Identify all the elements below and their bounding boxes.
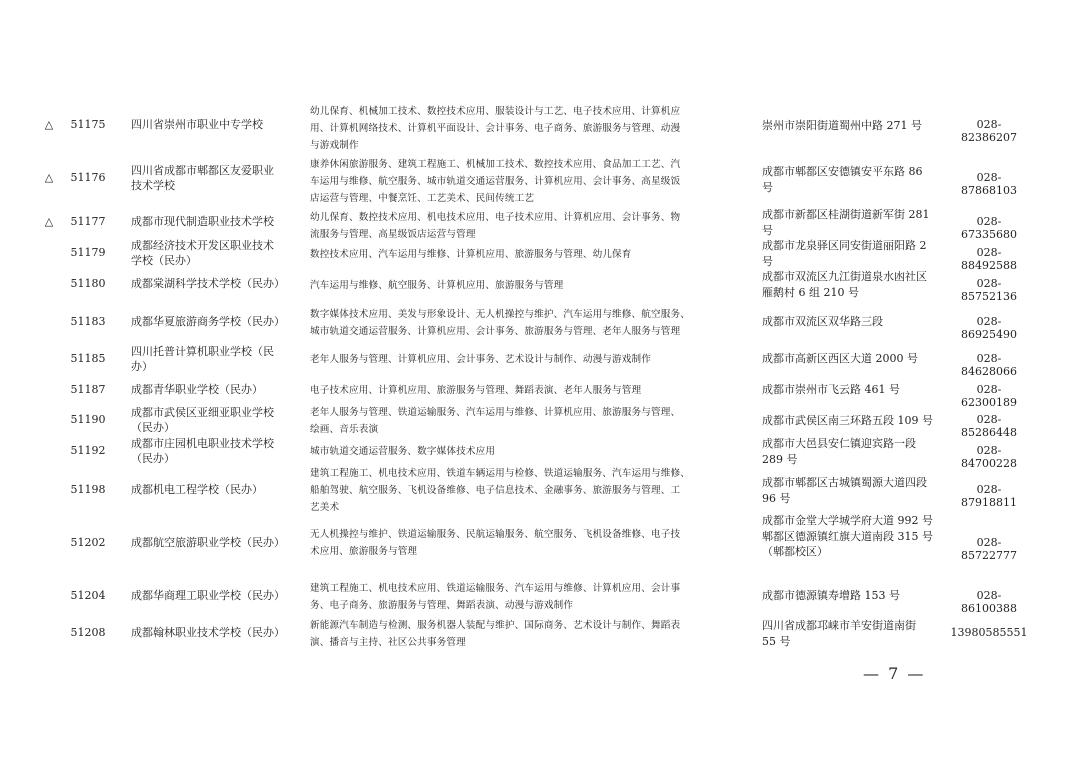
majors-line: 汽车运用与维修、航空服务、计算机应用、旅游服务与管理 bbox=[310, 280, 564, 291]
phone-number: 028-85722777 bbox=[961, 536, 1017, 562]
school-name bbox=[131, 117, 291, 133]
majors-line: 幼儿保育、数控技术应用、机电技术应用、电子技术应用、计算机应用、会计事务、物 bbox=[310, 212, 681, 223]
school-name bbox=[131, 214, 291, 230]
address-line: 雁鹅村 6 组 210 号 bbox=[762, 285, 859, 299]
school-address bbox=[762, 164, 942, 195]
school-code: 51202 bbox=[70, 536, 106, 549]
phone-number: 028-87868103 bbox=[961, 171, 1017, 197]
majors-list bbox=[310, 465, 750, 516]
phone-number: 13980585551 bbox=[950, 626, 1028, 639]
phone-number: 028-62300189 bbox=[961, 383, 1017, 409]
majors-line: 数控技术应用、汽车运用与维修、计算机应用、旅游服务与管理、幼儿保育 bbox=[310, 249, 632, 260]
school-code: 51183 bbox=[70, 315, 106, 328]
majors-list bbox=[310, 526, 750, 560]
majors-list bbox=[310, 156, 750, 207]
majors-line: 流服务与管理、高星级饭店运营与管理 bbox=[310, 229, 476, 240]
school-address bbox=[762, 351, 942, 367]
school-name-line: 成都市庄园机电职业技术学校 bbox=[131, 436, 274, 450]
school-address bbox=[762, 588, 942, 604]
phone-number: 028-84628066 bbox=[961, 352, 1017, 378]
majors-line: 车运用与维修、航空服务、城市轨道交通运营服务、计算机应用、会计事务、高星级饭 bbox=[310, 176, 681, 187]
address-line: 成都市新都区桂湖街道新军街 281 bbox=[762, 208, 930, 221]
majors-line: 用、计算机网络技术、计算机平面设计、会计事务、电子商务、旅游服务与管理、动漫 bbox=[310, 123, 681, 134]
majors-list bbox=[310, 617, 750, 651]
address-line: 号 bbox=[762, 180, 773, 194]
address-line: （郫都校区） bbox=[762, 545, 828, 558]
majors-list bbox=[310, 277, 750, 294]
majors-line: 城市轨道交通运营服务、数字媒体技术应用 bbox=[310, 446, 496, 457]
school-code: 51185 bbox=[70, 352, 106, 365]
majors-line: 老年人服务与管理、铁道运输服务、汽车运用与维修、计算机应用、旅游服务与管理、 bbox=[310, 407, 681, 418]
address-line: 成都市德源镇寿增路 153 号 bbox=[762, 589, 900, 602]
school-name bbox=[131, 276, 291, 292]
phone-number: 028-67335680 bbox=[961, 215, 1017, 241]
school-name bbox=[131, 405, 291, 436]
address-line: 号 bbox=[762, 223, 773, 237]
school-code: 51204 bbox=[70, 589, 106, 602]
address-line: 号 bbox=[762, 254, 773, 268]
school-name bbox=[131, 436, 291, 467]
majors-line: 城市轨道交通运营服务、计算机应用、会计事务、旅游服务与管理、老年人服务与管理 bbox=[310, 326, 681, 337]
majors-line: 康养休闲旅游服务、建筑工程施工、机械加工技术、数控技术应用、食品加工工艺、汽 bbox=[310, 159, 681, 170]
address-line: 成都市金堂大学城学府大道 992 号 bbox=[762, 514, 933, 527]
majors-line: 数字媒体技术应用、美发与形象设计、无人机操控与维护、汽车运用与维修、航空服务、 bbox=[310, 309, 691, 320]
school-name bbox=[131, 344, 291, 375]
school-name-line: 办） bbox=[131, 360, 153, 373]
majors-line: 新能源汽车制造与检测、服务机器人装配与维护、国际商务、艺术设计与制作、舞蹈表 bbox=[310, 620, 681, 631]
address-line: 成都市双流区双华路三段 bbox=[762, 315, 883, 328]
school-name-line: 成都青华职业学校（民办） bbox=[131, 383, 263, 397]
school-name bbox=[131, 238, 291, 269]
majors-list bbox=[310, 404, 750, 438]
school-name bbox=[131, 588, 291, 604]
school-name-line: 技术学校 bbox=[131, 179, 175, 192]
majors-line: 建筑工程施工、机电技术应用、铁道运输服务、汽车运用与维修、计算机应用、会计事 bbox=[310, 583, 681, 594]
school-name-line: 四川省成都市郫都区友爱职业 bbox=[131, 163, 274, 177]
address-line: 成都市高新区西区大道 2000 号 bbox=[762, 352, 918, 365]
school-address bbox=[762, 238, 942, 269]
school-code: 51192 bbox=[70, 444, 106, 457]
school-name bbox=[131, 314, 291, 330]
address-line: 四川省成都邛崃市羊安街道南街 bbox=[762, 619, 916, 632]
phone-number: 028-88492588 bbox=[961, 246, 1017, 272]
majors-list bbox=[310, 443, 750, 460]
school-name-line: 成都棠湖科学技术学校（民办） bbox=[131, 277, 285, 291]
address-line: 成都市郫都区古城镇蜀源大道四段 bbox=[762, 476, 927, 489]
majors-line: 无人机操控与维护、铁道运输服务、民航运输服务、航空服务、飞机设备维修、电子技 bbox=[310, 529, 681, 540]
school-code: 51198 bbox=[70, 483, 106, 496]
school-code: 51208 bbox=[70, 626, 106, 639]
school-address bbox=[762, 436, 942, 467]
school-name bbox=[131, 482, 291, 498]
majors-list bbox=[310, 351, 750, 368]
majors-line: 艺美术 bbox=[310, 502, 340, 513]
phone-number: 028-87918811 bbox=[961, 483, 1017, 509]
school-name-line: 成都机电工程学校（民办） bbox=[131, 483, 263, 497]
address-line: 成都市龙泉驿区同安街道丽阳路 2 bbox=[762, 239, 927, 252]
phone-number: 028-86925490 bbox=[961, 315, 1017, 341]
school-name-line: 学校（民办） bbox=[131, 254, 197, 267]
school-name bbox=[131, 163, 291, 194]
school-name-line: 成都市现代制造职业技术学校 bbox=[131, 215, 274, 229]
address-line: 成都市崇州市飞云路 461 号 bbox=[762, 383, 900, 396]
school-code: 51179 bbox=[70, 246, 106, 259]
majors-line: 幼儿保育、机械加工技术、数控技术应用、服装设计与工艺、电子技术应用、计算机应 bbox=[310, 106, 681, 117]
address-line: 96 号 bbox=[762, 491, 791, 505]
school-address bbox=[762, 314, 942, 330]
majors-line: 船舶驾驶、航空服务、飞机设备维修、电子信息技术、金融事务、旅游服务与管理、工 bbox=[310, 485, 681, 496]
school-name-line: 成都华夏旅游商务学校（民办） bbox=[131, 315, 285, 329]
school-name-line: 成都航空旅游职业学校（民办） bbox=[131, 536, 285, 550]
majors-list bbox=[310, 306, 750, 340]
address-line: 成都市郫都区安德镇安平东路 86 bbox=[762, 165, 923, 178]
majors-line: 建筑工程施工、机电技术应用、铁道车辆运用与检修、铁道运输服务、汽车运用与维修、 bbox=[310, 468, 691, 479]
phone-number: 028-82386207 bbox=[961, 118, 1017, 144]
school-name bbox=[131, 625, 291, 641]
triangle-mark: △ bbox=[44, 215, 54, 228]
school-code: 51187 bbox=[70, 383, 106, 396]
majors-list bbox=[310, 103, 750, 154]
school-address bbox=[762, 382, 942, 398]
majors-line: 店运营与管理、中餐烹饪、工艺美术、民间传统工艺 bbox=[310, 193, 535, 204]
majors-line: 演、播音与主持、社区公共事务管理 bbox=[310, 637, 466, 648]
majors-line: 与游戏制作 bbox=[310, 140, 359, 151]
phone-number: 028-85752136 bbox=[961, 277, 1017, 303]
school-address bbox=[762, 475, 942, 506]
address-line: 成都市双流区九江街道泉水凼社区 bbox=[762, 270, 927, 283]
school-address bbox=[762, 118, 942, 134]
school-code: 51190 bbox=[70, 413, 106, 426]
school-code: 51176 bbox=[70, 171, 106, 184]
school-name-line: 四川托普计算机职业学校（民 bbox=[131, 344, 274, 358]
address-line: 成都市武侯区南三环路五段 109 号 bbox=[762, 414, 933, 427]
school-code: 51177 bbox=[70, 215, 106, 228]
school-address bbox=[762, 207, 942, 238]
address-line: 55 号 bbox=[762, 634, 791, 648]
school-address bbox=[762, 618, 942, 649]
school-name bbox=[131, 382, 291, 398]
majors-line: 绘画、音乐表演 bbox=[310, 424, 379, 435]
phone-number: 028-85286448 bbox=[961, 413, 1017, 439]
address-line: 崇州市崇阳街道蜀州中路 271 号 bbox=[762, 119, 922, 132]
majors-list bbox=[310, 246, 750, 263]
school-name-line: 成都华商理工职业学校（民办） bbox=[131, 589, 285, 603]
page-number: — 7 — bbox=[863, 664, 926, 683]
school-name-line: 成都经济技术开发区职业技术 bbox=[131, 238, 274, 252]
majors-line: 术应用、旅游服务与管理 bbox=[310, 546, 418, 557]
school-name bbox=[131, 535, 291, 551]
majors-list bbox=[310, 580, 750, 614]
school-name-line: 成都市武侯区亚细亚职业学校 bbox=[131, 405, 274, 419]
majors-list bbox=[310, 382, 750, 399]
school-address bbox=[762, 413, 942, 429]
phone-number: 028-84700228 bbox=[961, 444, 1017, 470]
phone-number: 028-86100388 bbox=[961, 589, 1017, 615]
school-address bbox=[762, 269, 942, 300]
school-name-line: 四川省崇州市职业中专学校 bbox=[131, 118, 263, 132]
majors-line: 电子技术应用、计算机应用、旅游服务与管理、舞蹈表演、老年人服务与管理 bbox=[310, 385, 642, 396]
school-name-line: （民办） bbox=[131, 421, 175, 434]
address-line: 成都市大邑县安仁镇迎宾路一段 bbox=[762, 437, 916, 450]
school-name-line: 成都翰林职业技术学校（民办） bbox=[131, 626, 285, 640]
school-code: 51180 bbox=[70, 277, 106, 290]
school-code: 51175 bbox=[70, 118, 106, 131]
majors-line: 老年人服务与管理、计算机应用、会计事务、艺术设计与制作、动漫与游戏制作 bbox=[310, 354, 652, 365]
triangle-mark: △ bbox=[44, 171, 54, 184]
majors-list bbox=[310, 209, 750, 243]
majors-line: 务、电子商务、旅游服务与管理、舞蹈表演、动漫与游戏制作 bbox=[310, 600, 574, 611]
school-address bbox=[762, 513, 942, 560]
triangle-mark: △ bbox=[44, 118, 54, 131]
address-line: 289 号 bbox=[762, 452, 798, 466]
school-name-line: （民办） bbox=[131, 452, 175, 465]
address-line: 郫都区德源镇红旗大道南段 315 号 bbox=[762, 529, 933, 543]
